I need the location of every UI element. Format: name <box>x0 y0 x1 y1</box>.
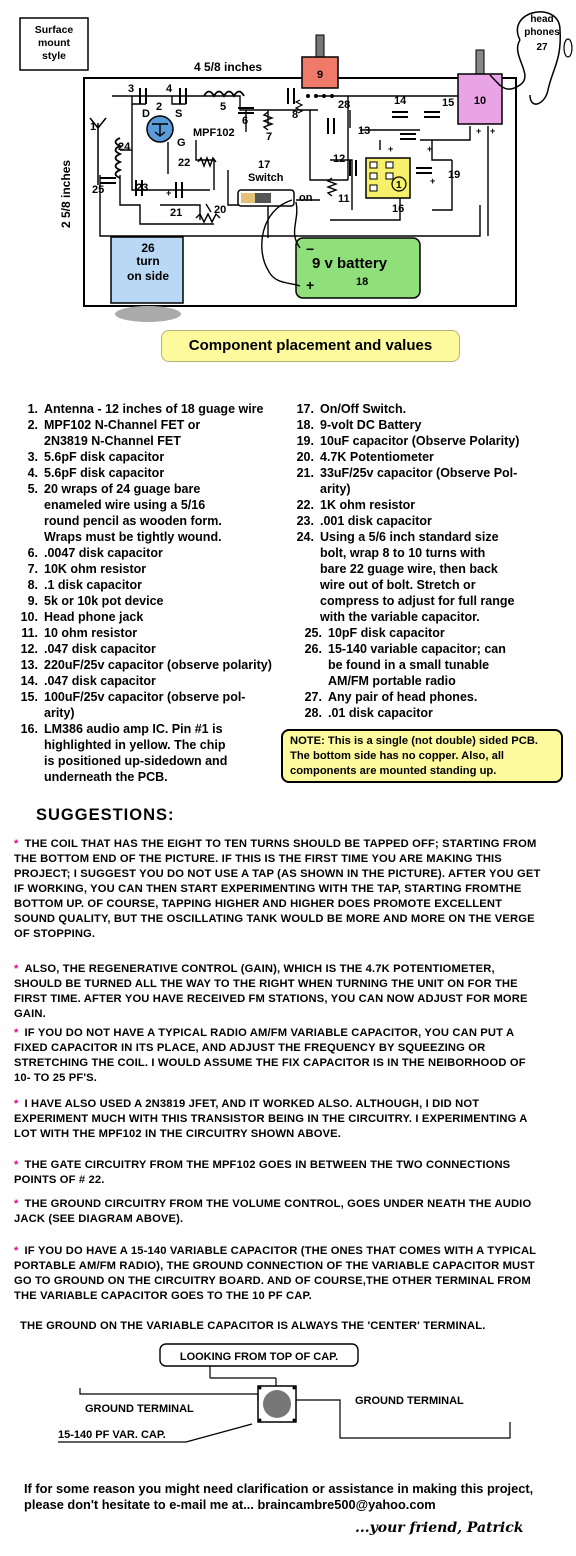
part-list-item <box>14 625 314 641</box>
suggestion-item <box>14 962 544 1022</box>
bullet-star-icon: * <box>14 1245 19 1257</box>
part-list-number: 11. <box>21 626 38 640</box>
part-list-item <box>14 721 314 785</box>
cap-shaft-icon <box>263 1390 291 1418</box>
cap-part-label: 15-140 PF VAR. CAP. <box>58 1429 166 1441</box>
battery-minus: − <box>306 241 315 257</box>
part-list-number: 18. <box>296 418 314 432</box>
fet-pin-g: G <box>177 137 186 149</box>
part-list-item <box>14 689 314 721</box>
part-number-3: 3 <box>128 83 135 95</box>
varcap-number: 26 <box>141 241 155 255</box>
part-list-item <box>14 593 314 609</box>
part-list-text: 220uF/25v capacitor (observe polarity) <box>44 658 272 672</box>
part-list-item <box>298 625 576 641</box>
cap-ground-terminal-right: GROUND TERMINAL <box>355 1395 464 1407</box>
part-list-text: 4.7K Potentiometer <box>320 450 434 464</box>
part-number-13: 13 <box>358 125 371 137</box>
part-list-item <box>290 465 576 497</box>
part-list-number: 27. <box>304 690 322 704</box>
pcb-note: NOTE: This is a single (not double) sided PCB. The bottom side has no copper. Also, all components are mounted standing up. <box>281 729 563 783</box>
part-list-item <box>290 529 576 625</box>
variable-cap-top-view <box>0 1338 576 1448</box>
headphones-icon <box>517 12 560 104</box>
suggestion-text: THE GROUND CIRCUITRY FROM THE VOLUME CONTROL, GOES UNDER NEATH THE AUDIO JACK (SEE DIAGRAM ABOVE). <box>14 1198 532 1225</box>
part-number-17: 17 <box>258 159 271 171</box>
part-list-text: LM386 audio amp IC. Pin #1 is highlighted in yellow. The chip is positioned up-sidedown and underneath the PCB. <box>44 722 228 784</box>
part-list-item <box>14 561 314 577</box>
part-list-number: 14. <box>20 674 38 688</box>
suggestion-item <box>14 1197 544 1227</box>
part-list-number: 25. <box>304 626 322 640</box>
part-list-text: 10uF capacitor (Observe Polarity) <box>320 434 520 448</box>
part-list-number: 19. <box>296 434 314 448</box>
part-list-item <box>14 641 314 657</box>
suggestion-text: IF YOU DO HAVE A 15-140 VARIABLE CAPACITOR (THE ONES THAT COMES WITH A TYPICAL PORTABLE AM/FM RADIO), THE GROUND CONNECTION OF THE VARIABLE CAPACITOR MUST GO TO GROUND ON THE CIRCUITRY BOARD. AND OF COURSE,THE OTHER TERMINAL FROM THE VARIABLE CAPACITOR GOES TO THE 10 PF CAP. <box>14 1245 536 1302</box>
fet-label: MPF102 <box>193 127 235 139</box>
part-list-text: 5.6pF disk capacitor <box>44 450 165 464</box>
part-list-text: 20 wraps of 24 guage bare enameled wire using a 5/16 round pencil as wooden form. Wraps must be tightly wound. <box>44 482 222 544</box>
part-number-22: 22 <box>178 157 191 169</box>
part-list-number: 23. <box>296 514 314 528</box>
part-number-24: 24 <box>118 141 131 153</box>
part-list-text: .0047 disk capacitor <box>44 546 163 560</box>
part-number-23: 23 <box>136 182 149 194</box>
surface-mount-label: Surface mount style <box>34 24 74 62</box>
part-list-number: 3. <box>27 450 38 464</box>
part-list-number: 8. <box>27 578 38 592</box>
part-list-number: 26. <box>304 642 322 656</box>
battery-label: 9 v battery <box>312 255 388 272</box>
part-list-text: 1K ohm resistor <box>320 498 416 512</box>
component-placement-banner: Component placement and values <box>161 330 460 362</box>
varcap-label: turn on side <box>126 254 170 283</box>
part-list-number: 12. <box>20 642 38 656</box>
part-number-20: 20 <box>214 204 227 216</box>
part-list-item <box>14 401 314 417</box>
part-list-number: 6. <box>27 546 38 560</box>
part-list-item <box>14 545 314 561</box>
part-number-1: 1 <box>90 121 97 133</box>
suggestion-item <box>14 837 544 942</box>
part-list-item <box>14 657 314 673</box>
battery-number: 18 <box>356 276 369 288</box>
part-list-number: 2. <box>27 418 38 432</box>
part-list-text: 10K ohm resistor <box>44 562 147 576</box>
part-list-text: .047 disk capacitor <box>44 674 156 688</box>
signature: ...your friend, Patrick <box>355 1520 524 1536</box>
part-list-number: 24. <box>296 530 314 544</box>
ic-pin1-label: 1 <box>396 180 402 191</box>
height-dimension-label: 2 5/8 inches <box>59 159 73 228</box>
headphones-number: 27 <box>536 42 548 53</box>
part-list-text: Head phone jack <box>44 610 144 624</box>
part-list-text: .1 disk capacitor <box>44 578 142 592</box>
svg-text:+: + <box>427 144 433 154</box>
svg-text:+: + <box>430 176 436 186</box>
bullet-star-icon: * <box>14 1098 19 1110</box>
part-list-text: 5k or 10k pot device <box>44 594 164 608</box>
part-number-8: 8 <box>292 109 299 121</box>
part-list-item <box>298 641 576 689</box>
bullet-star-icon: * <box>14 1027 19 1039</box>
part-number-2: 2 <box>156 101 163 113</box>
jack-number: 10 <box>473 95 487 107</box>
part-list-item <box>14 465 314 481</box>
part-list-item <box>290 497 576 513</box>
part-list-text: .047 disk capacitor <box>44 642 156 656</box>
suggestions-title: SUGGESTIONS: <box>36 806 175 824</box>
part-list-text: Any pair of head phones. <box>328 690 478 704</box>
part-list-number: 22. <box>296 498 314 512</box>
cap-ground-terminal-left: GROUND TERMINAL <box>85 1403 194 1415</box>
part-list-number: 16. <box>20 722 38 736</box>
part-list-number: 9. <box>27 594 38 608</box>
part-number-6: 6 <box>242 115 249 127</box>
part-list-text: 9-volt DC Battery <box>320 418 422 432</box>
part-list-item <box>14 673 314 689</box>
part-list-text: MPF102 N-Channel FET or 2N3819 N-Channel FET <box>44 418 201 448</box>
varcap-shadow <box>115 306 181 322</box>
part-number-4: 4 <box>166 83 173 95</box>
part-list-text: 10 ohm resistor <box>44 626 138 640</box>
part-number-15: 15 <box>442 97 455 109</box>
part-list-item <box>290 513 576 529</box>
part-list-item <box>14 417 314 449</box>
switch-label: Switch <box>248 172 284 184</box>
part-number-14: 14 <box>394 95 407 107</box>
bullet-star-icon: * <box>14 1198 19 1210</box>
part-list-item <box>290 449 576 465</box>
part-list-item <box>298 705 576 721</box>
suggestion-text: IF YOU DO NOT HAVE A TYPICAL RADIO AM/FM VARIABLE CAPACITOR, YOU CAN PUT A FIXED CAPACITOR IN ITS PLACE, AND ADJUST THE FREQUENCY BY SQUEEZING OR STRETCHING THE COIL. I WOULD ASSUME THE FIX CAPACITOR IS IN THE NEIBORHOOD OF 10- TO 25 PF'S. <box>14 1027 526 1084</box>
part-list-number: 20. <box>296 450 314 464</box>
part-number-11: 11 <box>338 193 350 205</box>
part-list-text: Using a 5/6 inch standard size bolt, wrap 8 to 10 turns with bare 22 guage wire, then back wire out of bolt. Stretch or compress to adjust for full range with the variable capacitor. <box>320 530 515 624</box>
fet-pin-d: D <box>142 108 150 120</box>
part-list-item <box>14 609 314 625</box>
part-list-number: 13. <box>20 658 38 672</box>
part-list-number: 10. <box>20 610 38 624</box>
part-list-number: 4. <box>27 466 38 480</box>
part-number-21: 21 <box>170 207 183 219</box>
suggestion-item <box>14 1158 544 1188</box>
part-list-text: 33uF/25v capacitor (Observe Pol- arity) <box>320 466 518 496</box>
part-list-text: Antenna - 12 inches of 18 guage wire <box>44 402 264 416</box>
part-number-19: 19 <box>448 169 461 181</box>
svg-text:+: + <box>476 126 482 136</box>
part-list-item <box>290 417 576 433</box>
headphones-label: head phones <box>524 14 560 38</box>
part-list-item <box>14 449 314 465</box>
suggestion-item <box>14 1244 544 1304</box>
part-list-number: 7. <box>27 562 38 576</box>
part-list-item <box>298 689 576 705</box>
suggestion-item <box>14 1097 544 1142</box>
battery-plus: + <box>306 277 315 293</box>
pot-number: 9 <box>316 69 324 81</box>
part-list-text: On/Off Switch. <box>320 402 407 416</box>
part-list-text: 100uF/25v capacitor (observe pol- arity) <box>44 690 246 720</box>
bullet-star-icon: * <box>14 838 19 850</box>
bullet-star-icon: * <box>14 1159 19 1171</box>
part-list-item <box>14 481 314 545</box>
part-list-text: 10pF disk capacitor <box>328 626 445 640</box>
part-list-number: 1. <box>27 402 38 416</box>
part-list-text: 5.6pF disk capacitor <box>44 466 165 480</box>
part-list-item <box>290 401 576 417</box>
pcb-layout-diagram <box>0 0 576 326</box>
svg-text:+: + <box>388 144 394 154</box>
part-list-text: .01 disk capacitor <box>328 706 433 720</box>
part-list-number: 17. <box>296 402 314 416</box>
suggestion-text: I HAVE ALSO USED A 2N3819 JFET, AND IT WORKED ALSO. ALTHOUGH, I DID NOT EXPERIMENT MUCH WITH THIS TRANSISTOR BEING IN THE CIRCUITRY. I EXPERIMENTING A LOT WITH THE MPF102 IN THE CIRCUITRY SHOWN ABOVE. <box>14 1098 528 1140</box>
suggestion-text: THE GATE CIRCUITRY FROM THE MPF102 GOES IN BETWEEN THE TWO CONNECTIONS POINTS OF # 22. <box>14 1159 511 1186</box>
part-number-28: 28 <box>338 99 351 111</box>
part-list-number: 15. <box>20 690 38 704</box>
part-list-number: 28. <box>304 706 322 720</box>
part-list-text: 15-140 variable capacitor; can be found in a small tunable AM/FM portable radio <box>328 642 506 688</box>
part-list-number: 5. <box>27 482 38 496</box>
svg-text:+: + <box>490 126 496 136</box>
bullet-star-icon: * <box>14 963 19 975</box>
part-list-number: 21. <box>296 466 314 480</box>
width-dimension-label: 4 5/8 inches <box>194 60 263 74</box>
svg-text:+: + <box>166 188 172 198</box>
part-number-12: 12 <box>333 153 346 165</box>
suggestion-item <box>14 1026 544 1086</box>
part-number-16: 16 <box>392 203 405 215</box>
parts-list-right <box>290 401 576 721</box>
parts-list-left <box>14 401 314 785</box>
cap-top-label: LOOKING FROM TOP OF CAP. <box>179 1351 339 1363</box>
part-number-25: 25 <box>92 184 105 196</box>
fet-pin-s: S <box>175 108 183 120</box>
part-list-text: .001 disk capacitor <box>320 514 432 528</box>
contact-text: If for some reason you might need clarification or assistance in making this project, please don't hesitate to e-mail me at... braincambre500@yahoo.com <box>24 1481 534 1512</box>
part-number-5: 5 <box>220 101 227 113</box>
part-list-item <box>290 433 576 449</box>
ground-statement: THE GROUND ON THE VARIABLE CAPACITOR IS ALWAYS THE 'CENTER' TERMINAL. <box>20 1320 486 1332</box>
suggestion-text: ALSO, THE REGENERATIVE CONTROL (GAIN), WHICH IS THE 4.7K POTENTIOMETER, SHOULD BE TURNED ALL THE WAY TO THE RIGHT WHEN TURNING THE UNIT ON FOR THE FIRST TIME. AFTER YOU HAVE RECEIVED FM STATIONS, YOU CAN NOW ADJUST FOR MORE GAIN. <box>14 963 528 1020</box>
suggestion-text: THE COIL THAT HAS THE EIGHT TO TEN TURNS SHOULD BE TAPPED OFF; STARTING FROM THE BOTTOM END OF THE PICTURE. IF THIS IS THE FIRST TIME YOU ARE MAKING THIS PROJECT; I SUGGEST YOU DO NOT USE A TAP (AS SHOWN IN THE PICTURE). AFTER YOU GET IF WORKING, YOU CAN THEN START EXPERIMENTING WITH THE TAP, STARTING FROMTHE BOTTOM UP. OF COURSE, TAPPING HIGHER AND HIGHER DOES PROMOTE EXCELLENT SOUND QUALITY, BUT THE OSCILLATING TANK WOULD BE MORE AND MORE ON THE VERGE OF STOPPING. <box>14 838 541 940</box>
part-list-item <box>14 577 314 593</box>
switch-on-label: on <box>299 192 313 204</box>
part-number-7: 7 <box>266 131 273 143</box>
